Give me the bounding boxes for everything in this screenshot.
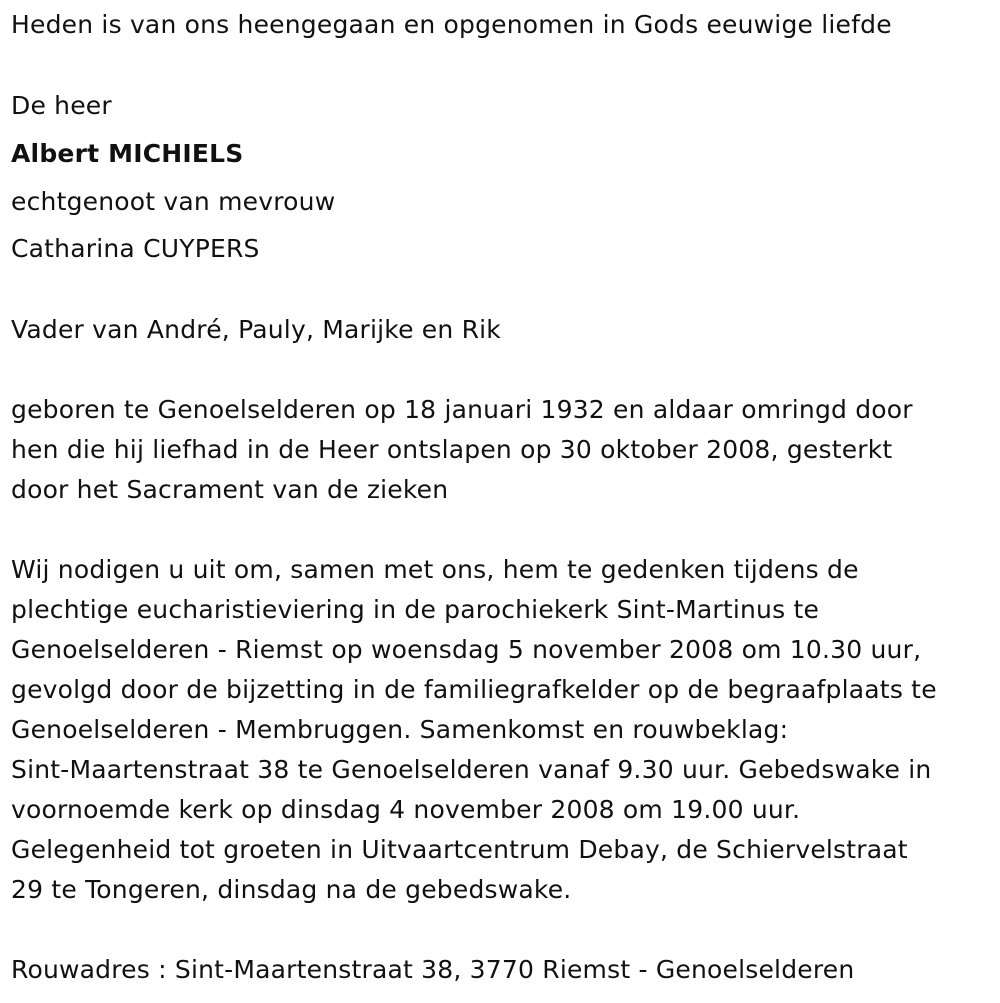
service-line: 29 te Tongeren, dinsdag na de gebedswake.	[11, 875, 572, 904]
service-line: Genoelselderen - Riemst op woensdag 5 november 2008 om 10.30 uur,	[11, 635, 922, 664]
spouse-name: Catharina CUYPERS	[11, 234, 260, 263]
mourning-address: Rouwadres : Sint-Maartenstraat 38, 3770 Riemst - Genoelselderen	[11, 955, 855, 984]
service-line: Genoelselderen - Membruggen. Samenkomst en rouwbeklag:	[11, 715, 789, 744]
service-line: voornoemde kerk op dinsdag 4 november 2008 om 19.00 uur.	[11, 795, 801, 824]
deceased-name: Albert MICHIELS	[11, 139, 244, 168]
service-line: Sint-Maartenstraat 38 te Genoelselderen vanaf 9.30 uur. Gebedswake in	[11, 755, 932, 784]
service-line: gevolgd door de bijzetting in de familiegrafkelder op de begraafplaats te	[11, 675, 937, 704]
birth-death-line: door het Sacrament van de zieken	[11, 475, 449, 504]
birth-death-line: hen die hij liefhad in de Heer ontslapen op 30 oktober 2008, gesterkt	[11, 435, 893, 464]
service-line: plechtige eucharistieviering in de parochiekerk Sint-Martinus te	[11, 595, 820, 624]
birth-death-line: geboren te Genoelselderen op 18 januari 1932 en aldaar omringd door	[11, 395, 913, 424]
birth-death-paragraph	[11, 390, 996, 510]
title-prefix: De heer	[11, 91, 112, 120]
children-text: Vader van André, Pauly, Marijke en Rik	[11, 315, 501, 344]
service-line: Gelegenheid tot groeten in Uitvaartcentrum Debay, de Schiervelstraat	[11, 835, 908, 864]
service-line: Wij nodigen u uit om, samen met ons, hem te gedenken tijdens de	[11, 555, 859, 584]
intro-text: Heden is van ons heengegaan en opgenomen in Gods eeuwige liefde	[11, 10, 892, 39]
spouse-intro: echtgenoot van mevrouw	[11, 187, 336, 216]
service-paragraph	[11, 550, 996, 910]
